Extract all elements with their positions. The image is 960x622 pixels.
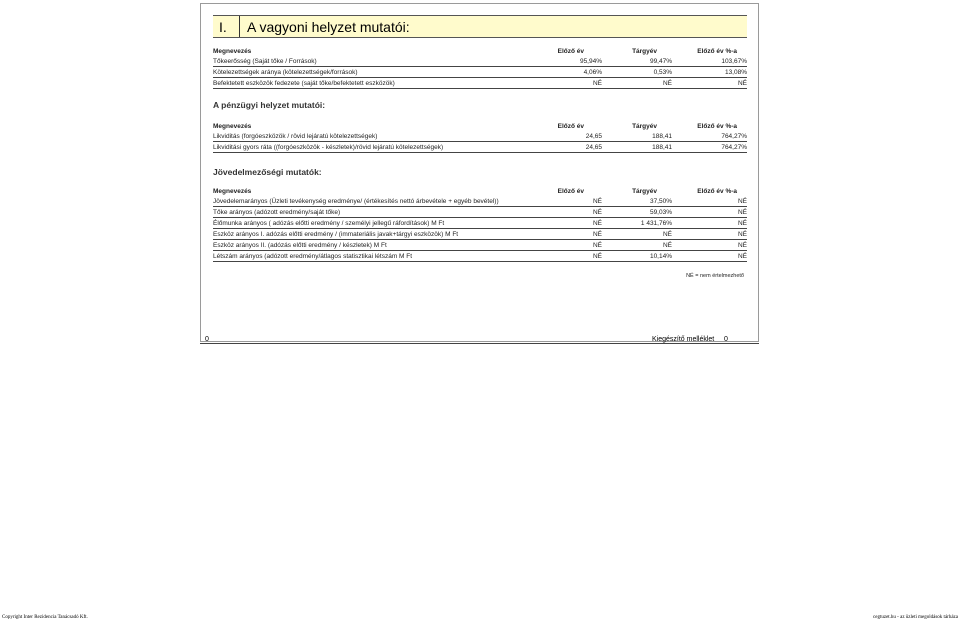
table-row [213, 57, 747, 67]
row-curr: NÉ [662, 231, 672, 238]
row-pct: NÉ [737, 220, 747, 227]
col-prev-header: Előző év [557, 123, 584, 130]
row-prev: 95,94% [579, 58, 602, 65]
penzugyi-header-row [213, 122, 747, 132]
row-label: Eszköz arányos I. adózás előtti eredmény / (immateriális javak+tárgyi eszközök) M Ft [213, 231, 459, 238]
row-curr: NÉ [662, 242, 672, 249]
row-pct: NÉ [737, 80, 747, 87]
row-prev: NÉ [592, 242, 602, 249]
row-label: Likviditás (forgóeszközök / rövid lejáratú kötelezettségek) [213, 133, 378, 140]
row-pct: 103,67% [721, 58, 747, 65]
col-name-header: Megnevezés [213, 188, 252, 195]
row-label: Létszám arányos (adózott eredmény/átlagos statisztikai létszám M Ft [213, 253, 413, 260]
row-pct: NÉ [737, 231, 747, 238]
row-prev: NÉ [592, 253, 602, 260]
title-divider [239, 16, 240, 37]
abbreviation-note: NÉ = nem értelmezhető [686, 273, 744, 279]
copyright-left: Copyright Inter Rezidencia Tanácsadó Kft. [2, 615, 88, 620]
col-pct-header: Előző év %-a [697, 123, 737, 130]
jovedelmezo-title: Jövedelmezőségi mutatók: [213, 167, 322, 177]
table-row [213, 79, 747, 89]
row-pct: 764,27% [721, 133, 747, 140]
section-title: A vagyoni helyzet mutatói: [247, 19, 410, 35]
row-pct: NÉ [737, 253, 747, 260]
section-number: I. [219, 19, 227, 35]
table-row [213, 230, 747, 240]
penzugyi-title: A pénzügyi helyzet mutatói: [213, 100, 326, 110]
row-label: Élőmunka arányos ( adózás előtti eredmény / személyi jellegű ráfordítások) M Ft [213, 220, 445, 227]
row-curr: NÉ [662, 80, 672, 87]
row-curr: 188,41 [652, 133, 672, 140]
row-prev: NÉ [592, 220, 602, 227]
col-prev-header: Előző év [557, 188, 584, 195]
row-label: Befektetett eszközök fedezete (saját tőke/befektetett eszközök) [213, 80, 395, 87]
row-label: Jövedelemarányos (Üzleti tevékenység eredménye/ (értékesítés nettó árbevétele + egyéb bevétel)) [213, 198, 499, 205]
row-curr: 59,03% [649, 209, 672, 216]
row-prev: NÉ [592, 80, 602, 87]
row-prev: NÉ [592, 209, 602, 216]
col-pct-header: Előző év %-a [697, 188, 737, 195]
row-curr: 1 431,76% [640, 220, 672, 227]
jovedelmezo-header-row [213, 187, 747, 197]
row-label: Eszköz arányos II. (adózás előtti eredmény / készletek) M Ft [213, 242, 387, 249]
section-title-bar [213, 15, 747, 38]
row-pct: 764,27% [721, 144, 747, 151]
footer-right-number: 0 [724, 336, 728, 343]
row-curr: 0,53% [653, 69, 672, 76]
col-curr-header: Tárgyév [632, 188, 657, 195]
document-page [200, 3, 759, 342]
col-pct-header: Előző év %-a [697, 48, 737, 55]
row-curr: 37,50% [649, 198, 672, 205]
row-label: Tőkeerősség (Saját tőke / Források) [213, 58, 317, 65]
row-pct: 13,08% [724, 69, 747, 76]
footer-title: Kiegészítő melléklet [652, 336, 715, 343]
row-label: Tőke arányos (adózott eredmény/saját tőke) [213, 209, 341, 216]
table-row [213, 208, 747, 218]
table-row [213, 241, 747, 251]
row-prev: NÉ [592, 231, 602, 238]
row-curr: 99,47% [649, 58, 672, 65]
row-label: Likviditási gyors ráta ((forgóeszközök - készletek)/rövid lejáratú kötelezettségek) [213, 144, 444, 151]
col-curr-header: Tárgyév [632, 123, 657, 130]
row-prev: 4,06% [583, 69, 602, 76]
footer-left-number: 0 [205, 336, 209, 343]
row-label: Kötelezettségek aránya (kötelezettségek/források) [213, 69, 358, 76]
row-pct: NÉ [737, 198, 747, 205]
row-prev: 24,65 [585, 133, 602, 140]
table-row [213, 252, 747, 262]
table-row [213, 219, 747, 229]
col-name-header: Megnevezés [213, 123, 252, 130]
row-prev: 24,65 [585, 144, 602, 151]
footer-rule [200, 343, 759, 344]
col-prev-header: Előző év [557, 48, 584, 55]
row-pct: NÉ [737, 209, 747, 216]
vagyoni-header-row [213, 47, 747, 57]
table-row [213, 197, 747, 207]
row-curr: 10,14% [649, 253, 672, 260]
row-curr: 188,41 [652, 144, 672, 151]
table-row [213, 132, 747, 142]
col-name-header: Megnevezés [213, 48, 252, 55]
copyright-right: cegtuzet.hu - az üzleti megoldások tárháza [873, 615, 958, 620]
row-prev: NÉ [592, 198, 602, 205]
table-row [213, 143, 747, 153]
col-curr-header: Tárgyév [632, 48, 657, 55]
table-row [213, 68, 747, 78]
row-pct: NÉ [737, 242, 747, 249]
